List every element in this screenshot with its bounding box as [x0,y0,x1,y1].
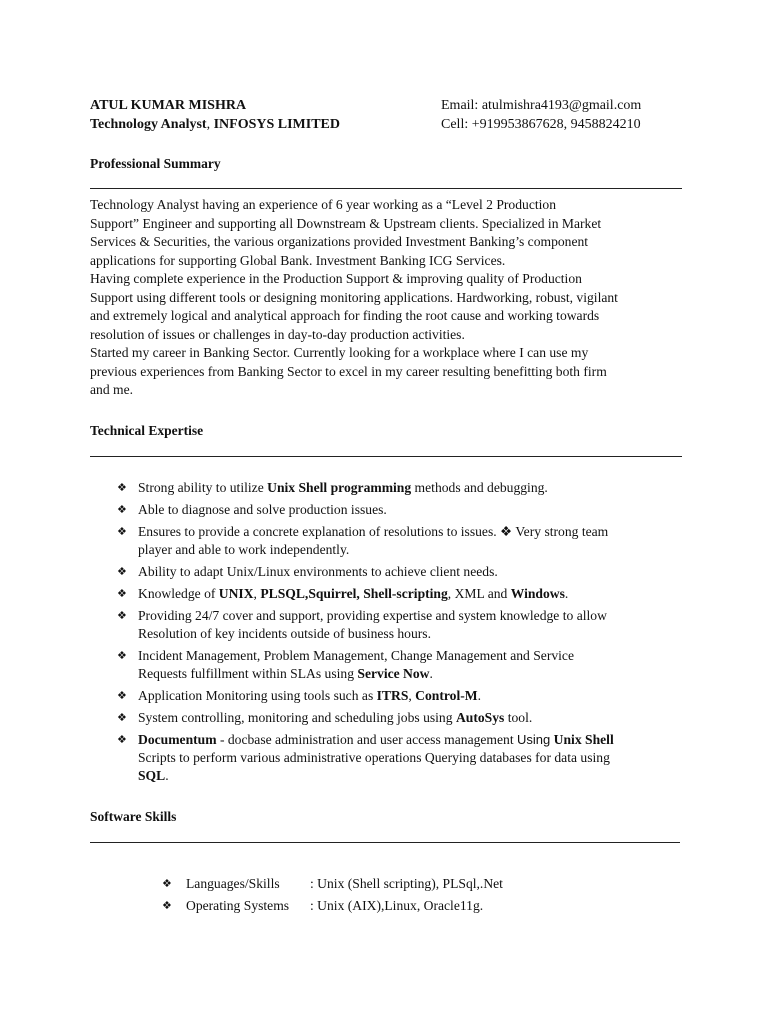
text: Providing 24/7 cover and support, providing expertise and system knowledge to allow [138,608,607,623]
text: . [429,666,433,681]
text: Knowledge of [138,586,219,601]
bold-text: PLSQL,Squirrel, Shell-scripting [260,586,448,601]
list-item [117,563,677,581]
text: Application Monitoring using tools such as [138,688,377,703]
diamond-bullet-icon: ❖ [117,733,127,746]
text: . [165,768,169,783]
text: Resolution of key incidents outside of business hours. [138,626,431,641]
bold-text: Unix Shell programming [267,480,412,495]
summary-heading: Professional Summary [90,156,221,171]
bold-text: Unix Shell [553,732,614,747]
text: Using [517,732,551,747]
text: , [408,688,416,703]
diamond-bullet-icon: ❖ [117,565,127,578]
diamond-bullet-icon: ❖ [117,649,127,662]
job-title-separator: , [206,117,214,132]
diamond-bullet-icon: ❖ [117,481,127,494]
summary-line: Support” Engineer and supporting all Downstream & Upstream clients. Specialized in Market [90,215,602,231]
diamond-bullet-icon: ❖ [117,689,127,702]
list-item [117,607,677,643]
text: System controlling, monitoring and scheduling jobs using [138,710,456,725]
diamond-bullet-icon: ❖ [117,503,127,516]
bold-text: Documentum [138,732,217,747]
bold-text: SQL [138,768,166,783]
text: . [477,688,481,703]
bold-text: Service Now [357,666,430,681]
candidate-name: ATUL KUMAR MISHRA [90,98,247,113]
technical-list [117,479,677,789]
diamond-bullet-icon: ❖ [162,877,172,890]
summary-line: previous experiences from Banking Sector to excel in my career resulting benefitting both firm [90,363,607,379]
diamond-bullet-icon: ❖ [162,899,172,912]
text: . [564,586,569,601]
list-item [117,501,677,519]
text: , [253,586,261,601]
job-title [90,116,340,134]
summary-line: Technology Analyst having an experience of 6 year working as a “Level 2 Production [90,197,556,212]
summary-line: applications for supporting Global Bank. Investment Banking ICG Services. [90,252,506,268]
list-item [117,647,677,683]
list-item [117,479,677,497]
bold-text: Windows [510,586,565,601]
text: methods and debugging. [411,480,548,495]
summary-line: Started my career in Banking Sector. Currently looking for a workplace where I can use my [90,345,589,360]
bold-text: ITRS [376,688,409,703]
technical-heading: Technical Expertise [90,423,204,438]
job-title-role: Technology Analyst [90,117,207,132]
bold-text: AutoSys [455,710,505,725]
diamond-bullet-icon: ❖ [117,711,127,724]
software-divider [90,842,680,843]
list-item [162,875,682,893]
summary-line: Services & Securities, the various organizations provided Investment Banking’s component [90,234,589,249]
text: Ability to adapt Unix/Linux environments to achieve client needs. [138,564,498,579]
text: - docbase administration and user access management [216,732,518,747]
software-list [162,875,682,919]
list-item [117,709,677,727]
software-heading: Software Skills [90,809,177,824]
company-name: INFOSYS LIMITED [213,117,340,132]
diamond-bullet-icon: ❖ [117,609,127,622]
bold-text: UNIX [218,586,254,601]
list-item [117,687,677,705]
skill-value: : Unix (AIX),Linux, Oracle11g. [310,898,484,913]
bold-text: Control-M [415,688,478,703]
list-item [117,523,677,559]
text: Scripts to perform various administrative operations Querying databases for data using [138,750,610,765]
summary-body [90,196,680,400]
summary-line: and extremely logical and analytical approach for finding the root cause and working towards [90,308,600,323]
summary-line: Having complete experience in the Production Support & improving quality of Production [90,271,582,286]
summary-line: and me. [90,382,134,397]
text: Requests fulfillment within SLAs using [138,666,358,681]
text: , XML and [447,586,511,601]
diamond-bullet-icon: ❖ [117,587,127,600]
technical-divider [90,456,682,457]
cell-line: Cell: +919953867628, 9458824210 [441,117,641,132]
text: Strong ability to utilize [138,480,268,495]
text: tool. [504,710,533,725]
text: Able to diagnose and solve production issues. [138,502,387,517]
skill-value: : Unix (Shell scripting), PLSql,.Net [310,876,503,891]
skill-key: Languages/Skills [186,876,280,891]
diamond-bullet-icon: ❖ [117,525,127,538]
summary-line: Support using different tools or designing monitoring applications. Hardworking, robust, vigilant [90,289,618,305]
summary-divider [90,188,682,189]
list-item [162,897,682,915]
text: player and able to work independently. [138,542,350,557]
email-line: Email: atulmishra4193@gmail.com [441,98,642,113]
text: Incident Management, Problem Management, Change Management and Service [138,648,574,663]
list-item [117,731,677,785]
skill-key: Operating Systems [186,898,290,913]
text: Ensures to provide a concrete explanation of resolutions to issues. ❖ Very strong team [138,524,609,539]
summary-line: resolution of issues or challenges in day-to-day production activities. [90,326,465,342]
list-item [117,585,677,603]
